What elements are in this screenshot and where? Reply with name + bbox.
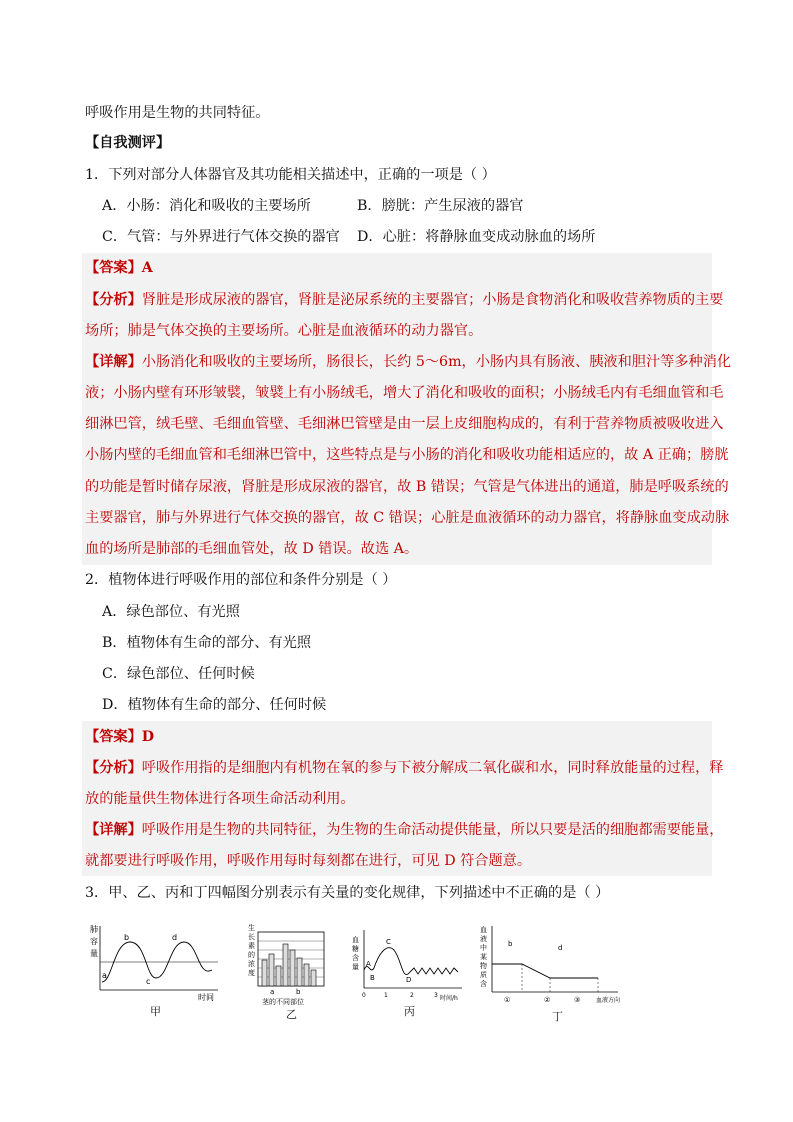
ding-ylabel-3: 中 <box>480 944 487 952</box>
q2-option-b: B．植物体有生命的部分、有光照 <box>102 635 312 651</box>
bing-point-B: B <box>370 974 375 982</box>
q1-detail-line-3: 细淋巴管，绒毛壁、毛细血管壁、毛细淋巴管壁是由一层上皮细胞构成的，有利于营养物质被吸收进入 <box>85 416 724 432</box>
yi-ylabel-3: 素 <box>248 942 255 950</box>
q2-analysis-line-2: 放的能量供生物体进行各项生命活动利用。 <box>85 791 355 807</box>
q1-detail-tag: 【详解】 <box>85 354 142 370</box>
q1-stem: 1．下列对部分人体器官及其功能相关描述中，正确的一项是（ ） <box>85 167 496 183</box>
jia-caption: 甲 <box>150 1005 161 1018</box>
q2-detail-tag: 【详解】 <box>85 822 142 838</box>
ding-curve <box>492 964 598 978</box>
yi-ylabel-4: 的 <box>248 951 255 959</box>
q1-detail-1: 小肠消化和吸收的主要场所，肠很长，长约 5～6m，小肠内具有肠液、胰液和胆汁等多种消化 <box>141 354 732 370</box>
q1-detail-line-5: 的功能是暂时储存尿液，肾脏是形成尿液的器官，故 B 错误；气管是气体进出的通道，肺是呼吸系统的 <box>85 479 729 495</box>
q1-option-b: B．膀胱：产生尿液的器官 <box>357 198 524 214</box>
bing-point-A: A <box>366 960 371 968</box>
q1-option-a: A．小肠：消化和吸收的主要场所 <box>102 198 311 214</box>
ding-tick-3: ③ <box>574 996 581 1004</box>
yi-caption: 乙 <box>286 1008 297 1021</box>
yi-ylabel-6: 度 <box>248 969 255 977</box>
jia-ylabel-3: 量 <box>90 949 98 958</box>
q1-analysis-tag: 【分析】 <box>85 292 142 308</box>
q1-detail-line-2: 液；小肠内壁有环形皱襞，皱襞上有小肠绒毛，增大了消化和吸收的面积；小肠绒毛内有毛细血管和毛 <box>85 385 724 401</box>
ding-point-d: d <box>558 944 563 952</box>
q1-answer: 【答案】A <box>85 260 153 276</box>
ding-tick-1: ① <box>504 996 511 1004</box>
yi-bars <box>262 944 316 986</box>
yi-point-b: b <box>296 988 301 996</box>
jia-point-c: c <box>146 977 151 986</box>
q2-option-d: D．植物体有生命的部分、任何时候 <box>102 697 327 713</box>
q2-detail-line-2: 就都要进行呼吸作用，呼吸作用每时每刻都在进行，可见 D 符合题意。 <box>85 853 532 869</box>
q2-analysis-1: 呼吸作用指的是细胞内有机物在氧的参与下被分解成二氧化碳和水，同时释放能量的过程，释 <box>141 760 724 776</box>
bing-caption: 丙 <box>404 1005 415 1018</box>
ding-xlabel: 血液方向 <box>596 997 621 1004</box>
jia-point-d: d <box>172 933 178 942</box>
q1-detail-line-6: 主要器官，肺与外界进行气体交换的器官，故 C 错误；心脏是血液循环的动力器官，将静脉血变成动脉 <box>85 510 730 526</box>
yi-ylabel-5: 浓 <box>248 960 255 968</box>
jia-ylabel-2: 容 <box>90 937 98 946</box>
bing-ylabel-2: 糖 <box>352 945 359 953</box>
q2-analysis-tag: 【分析】 <box>85 760 142 776</box>
bing-point-D: D <box>406 976 412 984</box>
figure-ding <box>478 920 638 1010</box>
q1-option-c: C．气管：与外界进行气体交换的器官 <box>102 229 340 245</box>
bing-tick-0: 0 <box>362 992 366 999</box>
jia-ylabel-1: 肺 <box>90 925 98 934</box>
ding-caption: 丁 <box>552 1010 563 1023</box>
q3-stem: 3．甲、乙、丙和丁四幅图分别表示有关量的变化规律，下列描述中不正确的是（ ） <box>85 885 610 901</box>
bing-xlabel: 时间/h <box>440 995 458 1002</box>
section-title: 【自我测评】 <box>85 135 171 151</box>
q1-option-d: D．心脏：将静脉血变成动脉血的场所 <box>357 229 596 245</box>
q2-stem: 2．植物体进行呼吸作用的部位和条件分别是（ ） <box>85 572 397 588</box>
bing-tick-2: 2 <box>410 992 414 999</box>
q1-analysis-1: 肾脏是形成尿液的器官，肾脏是泌尿系统的主要器官；小肠是食物消化和吸收营养物质的主要 <box>141 292 724 308</box>
q2-detail-line-1 <box>85 820 723 840</box>
jia-xlabel: 时间 <box>198 993 214 1002</box>
bing-ylabel-3: 含 <box>352 954 359 962</box>
q1-detail-line-1 <box>85 352 731 372</box>
bing-ylabel-4: 量 <box>352 963 359 971</box>
jia-point-b: b <box>124 933 130 942</box>
bing-curve <box>364 948 458 975</box>
ding-ylabel-7: 含 <box>480 980 487 988</box>
figure-jia <box>88 920 238 1005</box>
bing-tick-1: 1 <box>384 992 388 999</box>
q2-option-a: A．绿色部位、有光照 <box>102 604 240 620</box>
q1-detail-line-4: 小肠内壁的毛细血管和毛细淋巴管中，这些特点是与小肠的消化和吸收功能相适应的，故 A 正确；膀胱 <box>85 447 729 463</box>
q1-analysis-line-2: 场所；肺是气体交换的主要场所。心脏是血液循环的动力器官。 <box>85 323 483 339</box>
figure-yi <box>246 920 336 1010</box>
ding-ylabel-1: 血 <box>480 926 487 934</box>
bing-point-C: C <box>386 938 391 946</box>
ding-ylabel-2: 液 <box>480 935 487 943</box>
q2-answer: 【答案】D <box>85 729 155 745</box>
ding-ylabel-4: 某 <box>480 953 487 961</box>
yi-point-a: a <box>270 988 275 996</box>
ding-ylabel-6: 质 <box>480 971 487 979</box>
jia-point-a: a <box>102 971 107 980</box>
q1-analysis-line-1 <box>85 290 723 310</box>
q2-option-c: C．绿色部位、任何时候 <box>102 666 255 682</box>
q1-detail-line-7: 血的场所是肺部的毛细血管处，故 D 错误。故选 A。 <box>85 541 419 557</box>
bing-ylabel-1: 血 <box>352 936 359 944</box>
bing-tick-3: 3 <box>434 992 438 999</box>
ding-ylabel-5: 物 <box>480 962 487 970</box>
q2-detail-1: 呼吸作用是生物的共同特征，为生物的生命活动提供能量，所以只要是活的细胞都需要能量， <box>141 822 724 838</box>
ding-point-b: b <box>508 940 513 948</box>
figure-bing <box>350 920 470 1005</box>
q2-analysis-line-1 <box>85 758 723 778</box>
ding-tick-2: ② <box>544 996 551 1004</box>
yi-ylabel-1: 生 <box>248 924 255 932</box>
intro-text: 呼吸作用是生物的共同特征。 <box>85 105 270 121</box>
yi-ylabel-2: 长 <box>248 933 255 941</box>
yi-xlabel: 茎的不同部位 <box>262 998 304 1006</box>
